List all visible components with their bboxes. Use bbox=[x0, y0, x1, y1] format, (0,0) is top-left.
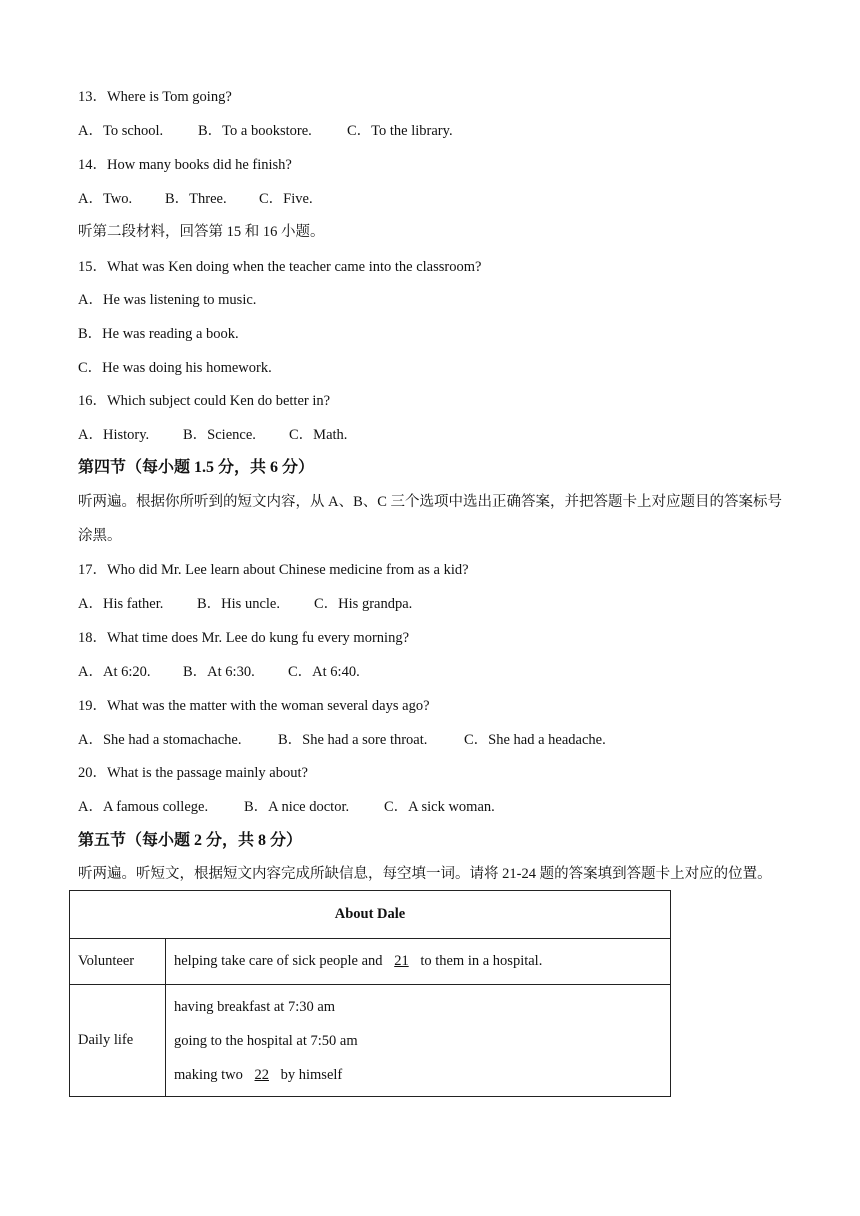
part5-heading: 第五节（每小题 2 分，共 8 分） bbox=[78, 832, 303, 849]
text-after-blank: to them in a hospital. bbox=[420, 953, 543, 969]
table-row bbox=[70, 985, 671, 1097]
question-20-options bbox=[78, 797, 495, 817]
question-16-options bbox=[78, 425, 347, 445]
question-14-options bbox=[78, 189, 313, 209]
option-b: B．Science. bbox=[183, 427, 256, 443]
option-b: B．To a bookstore. bbox=[198, 123, 312, 139]
text-before-blank: making two bbox=[174, 1066, 243, 1083]
daily-line-3 bbox=[174, 1058, 669, 1092]
question-13: 13．Where is Tom going? bbox=[78, 89, 232, 105]
option-a: A．To school. bbox=[78, 123, 164, 139]
text-after-blank: by himself bbox=[280, 1066, 343, 1083]
daily-line-1: having breakfast at 7:30 am bbox=[174, 998, 336, 1015]
option-b: B．At 6:30. bbox=[183, 664, 255, 680]
option-b: B．Three. bbox=[165, 191, 227, 207]
question-20: 20．What is the passage mainly about? bbox=[78, 765, 308, 781]
question-13-options bbox=[78, 121, 453, 141]
question-15: 15．What was Ken doing when the teacher came into the classroom? bbox=[78, 259, 482, 275]
blank-21: 21 bbox=[394, 953, 409, 969]
option-a: A．Two. bbox=[78, 191, 133, 207]
row-content-volunteer bbox=[166, 939, 671, 985]
row-content-daily-life bbox=[166, 985, 671, 1097]
option-a: A．At 6:20. bbox=[78, 664, 151, 680]
option-c: C．He was doing his homework. bbox=[78, 360, 272, 376]
option-c: C．At 6:40. bbox=[288, 664, 360, 680]
part4-heading: 第四节（每小题 1.5 分，共 6 分） bbox=[78, 459, 315, 476]
blank-22: 22 bbox=[254, 1066, 269, 1083]
option-a: A．She had a stomachache. bbox=[78, 732, 242, 748]
option-c: C．His grandpa. bbox=[314, 596, 413, 612]
question-19: 19．What was the matter with the woman several days ago? bbox=[78, 698, 430, 714]
question-17: 17．Who did Mr. Lee learn about Chinese medicine from as a kid? bbox=[78, 562, 469, 578]
row-label-daily-life: Daily life bbox=[70, 985, 166, 1097]
option-c: C．Math. bbox=[289, 427, 348, 443]
info-table bbox=[69, 890, 671, 1097]
option-a: A．History. bbox=[78, 427, 150, 443]
question-17-options bbox=[78, 594, 412, 614]
option-a: A．A famous college. bbox=[78, 799, 209, 815]
option-c: C．Five. bbox=[259, 191, 313, 207]
table-title: About Dale bbox=[70, 891, 671, 939]
daily-line-2: going to the hospital at 7:50 am bbox=[174, 1032, 358, 1049]
question-18: 18．What time does Mr. Lee do kung fu every morning? bbox=[78, 630, 410, 646]
question-18-options bbox=[78, 662, 360, 682]
part5-instruction: 听两遍。听短文，根据短文内容完成所缺信息，每空填一词。请将 21-24 题的答案填到答题卡上对应的位置。 bbox=[78, 866, 772, 882]
option-a: A．His father. bbox=[78, 596, 164, 612]
option-b: B．A nice doctor. bbox=[244, 799, 350, 815]
option-b: B．She had a sore throat. bbox=[278, 732, 428, 748]
part4-instruction: 听两遍。根据你所听到的短文内容，从 A、B、C 三个选项中选出正确答案，并把答题卡上对应题目的答案标号涂黑。 bbox=[78, 494, 783, 544]
table-row bbox=[70, 939, 671, 985]
question-19-options bbox=[78, 730, 606, 750]
section2-instruction: 听第二段材料，回答第 15 和 16 小题。 bbox=[78, 224, 325, 240]
option-b: B．His uncle. bbox=[197, 596, 280, 612]
option-c: C．A sick woman. bbox=[384, 799, 495, 815]
option-a: A．He was listening to music. bbox=[78, 292, 257, 308]
option-c: C．To the library. bbox=[347, 123, 453, 139]
option-c: C．She had a headache. bbox=[464, 732, 606, 748]
question-14: 14．How many books did he finish? bbox=[78, 157, 292, 173]
row-label-volunteer: Volunteer bbox=[70, 939, 166, 985]
text-before-blank: helping take care of sick people and bbox=[174, 953, 383, 969]
question-16: 16．Which subject could Ken do better in? bbox=[78, 393, 331, 409]
option-b: B．He was reading a book. bbox=[78, 326, 239, 342]
